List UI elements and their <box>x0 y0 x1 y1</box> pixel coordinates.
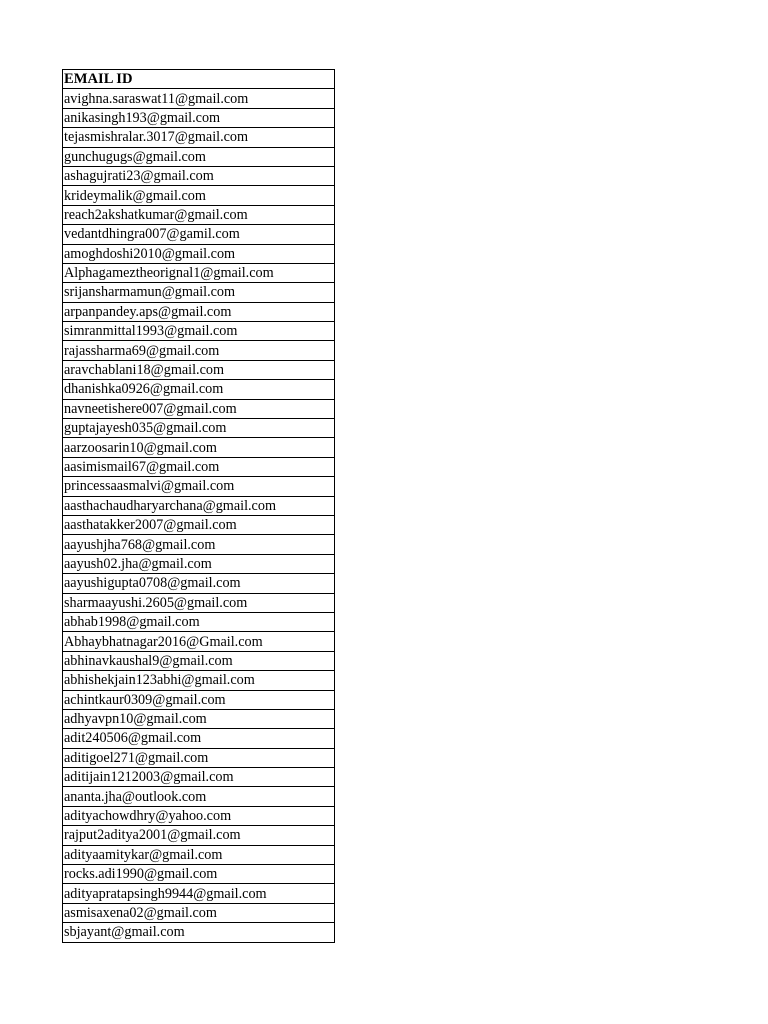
email-cell[interactable]: simranmittal1993@gmail.com <box>63 322 335 341</box>
table-row <box>63 108 335 127</box>
table-row <box>63 574 335 593</box>
email-cell[interactable]: anikasingh193@gmail.com <box>63 108 335 127</box>
table-row <box>63 225 335 244</box>
email-cell[interactable]: amoghdoshi2010@gmail.com <box>63 244 335 263</box>
email-cell[interactable]: dhanishka0926@gmail.com <box>63 380 335 399</box>
table-row <box>63 186 335 205</box>
table-row <box>63 496 335 515</box>
table-row <box>63 341 335 360</box>
email-list <box>63 89 335 942</box>
table-row <box>63 748 335 767</box>
table-row <box>63 302 335 321</box>
table-row <box>63 477 335 496</box>
email-cell[interactable]: sbjayant@gmail.com <box>63 923 335 942</box>
table-row <box>63 709 335 728</box>
table-row <box>63 360 335 379</box>
email-cell[interactable]: aayush02.jha@gmail.com <box>63 554 335 573</box>
email-cell[interactable]: reach2akshatkumar@gmail.com <box>63 205 335 224</box>
table-row <box>63 923 335 942</box>
table-row <box>63 205 335 224</box>
table-row <box>63 438 335 457</box>
table-row <box>63 903 335 922</box>
email-cell[interactable]: srijansharmamun@gmail.com <box>63 283 335 302</box>
table-row <box>63 651 335 670</box>
email-cell[interactable]: asmisaxena02@gmail.com <box>63 903 335 922</box>
email-cell[interactable]: guptajayesh035@gmail.com <box>63 419 335 438</box>
email-cell[interactable]: arpanpandey.aps@gmail.com <box>63 302 335 321</box>
table-row <box>63 787 335 806</box>
email-cell[interactable]: sharmaayushi.2605@gmail.com <box>63 593 335 612</box>
email-cell[interactable]: princessaasmalvi@gmail.com <box>63 477 335 496</box>
header-row <box>63 70 335 89</box>
table-row <box>63 845 335 864</box>
table-row <box>63 612 335 631</box>
table-row <box>63 399 335 418</box>
table-row <box>63 865 335 884</box>
email-cell[interactable]: aasthatakker2007@gmail.com <box>63 515 335 534</box>
email-cell[interactable]: abhinavkaushal9@gmail.com <box>63 651 335 670</box>
email-cell[interactable]: Alphagameztheorignal1@gmail.com <box>63 263 335 282</box>
email-cell[interactable]: adityachowdhry@yahoo.com <box>63 806 335 825</box>
email-cell[interactable]: tejasmishralar.3017@gmail.com <box>63 128 335 147</box>
table-row <box>63 690 335 709</box>
email-cell[interactable]: aasimismail67@gmail.com <box>63 457 335 476</box>
email-cell[interactable]: abhishekjain123abhi@gmail.com <box>63 671 335 690</box>
email-cell[interactable]: rajassharma69@gmail.com <box>63 341 335 360</box>
table-row <box>63 884 335 903</box>
table-row <box>63 283 335 302</box>
email-cell[interactable]: rajput2aditya2001@gmail.com <box>63 826 335 845</box>
table-row <box>63 768 335 787</box>
table-row <box>63 593 335 612</box>
table-row <box>63 419 335 438</box>
table-row <box>63 554 335 573</box>
table-row <box>63 729 335 748</box>
email-cell[interactable]: avighna.saraswat11@gmail.com <box>63 89 335 108</box>
table-row <box>63 806 335 825</box>
email-cell[interactable]: aravchablani18@gmail.com <box>63 360 335 379</box>
table-row <box>63 322 335 341</box>
email-cell[interactable]: adhyavpn10@gmail.com <box>63 709 335 728</box>
email-cell[interactable]: ananta.jha@outlook.com <box>63 787 335 806</box>
table-row <box>63 380 335 399</box>
table-row <box>63 244 335 263</box>
email-cell[interactable]: aarzoosarin10@gmail.com <box>63 438 335 457</box>
table-row <box>63 515 335 534</box>
email-cell[interactable]: aasthachaudharyarchana@gmail.com <box>63 496 335 515</box>
email-cell[interactable]: krideymalik@gmail.com <box>63 186 335 205</box>
table-row <box>63 147 335 166</box>
table-row <box>63 671 335 690</box>
table-row <box>63 166 335 185</box>
table-row <box>63 826 335 845</box>
table-row <box>63 128 335 147</box>
email-table <box>62 69 335 943</box>
table-row <box>63 263 335 282</box>
email-cell[interactable]: aditigoel271@gmail.com <box>63 748 335 767</box>
table-row <box>63 535 335 554</box>
email-cell[interactable]: adityaamitykar@gmail.com <box>63 845 335 864</box>
email-cell[interactable]: ashagujrati23@gmail.com <box>63 166 335 185</box>
email-cell[interactable]: adit240506@gmail.com <box>63 729 335 748</box>
email-cell[interactable]: Abhaybhatnagar2016@Gmail.com <box>63 632 335 651</box>
email-cell[interactable]: vedantdhingra007@gamil.com <box>63 225 335 244</box>
email-cell[interactable]: navneetishere007@gmail.com <box>63 399 335 418</box>
email-cell[interactable]: aayushjha768@gmail.com <box>63 535 335 554</box>
email-cell[interactable]: aayushigupta0708@gmail.com <box>63 574 335 593</box>
table-row <box>63 632 335 651</box>
email-cell[interactable]: aditijain1212003@gmail.com <box>63 768 335 787</box>
email-cell[interactable]: rocks.adi1990@gmail.com <box>63 865 335 884</box>
column-header-email-id: EMAIL ID <box>63 70 335 89</box>
email-cell[interactable]: abhab1998@gmail.com <box>63 612 335 631</box>
table-row <box>63 89 335 108</box>
table-row <box>63 457 335 476</box>
email-cell[interactable]: achintkaur0309@gmail.com <box>63 690 335 709</box>
email-cell[interactable]: adityapratapsingh9944@gmail.com <box>63 884 335 903</box>
email-cell[interactable]: gunchugugs@gmail.com <box>63 147 335 166</box>
